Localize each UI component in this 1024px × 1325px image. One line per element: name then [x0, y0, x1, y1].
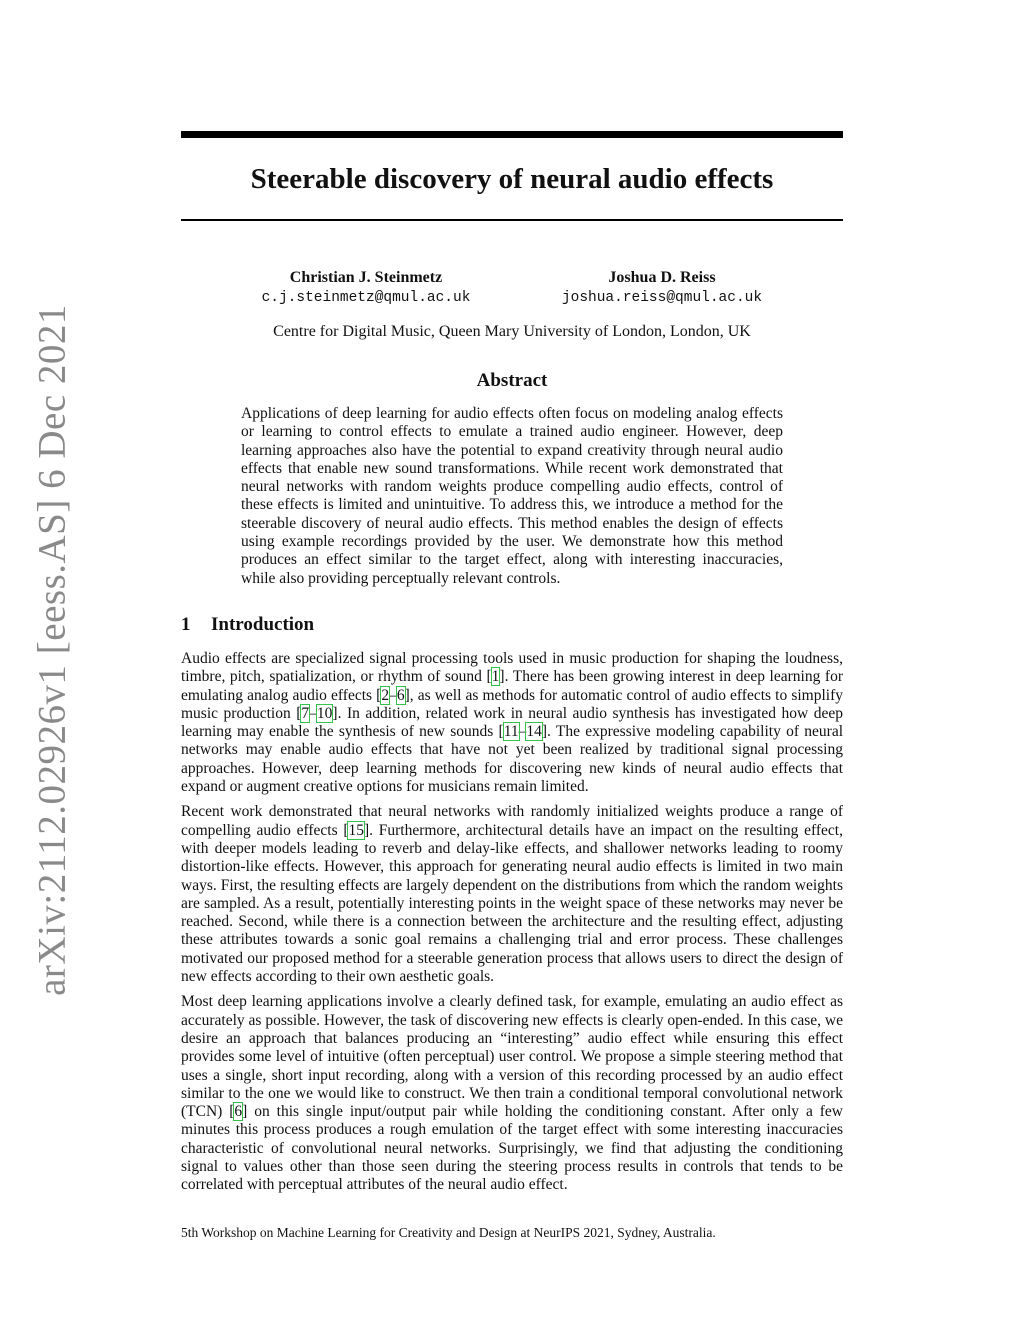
section-title: Introduction	[211, 614, 315, 635]
author-block	[226, 268, 506, 308]
citation-link[interactable]: 6	[396, 686, 405, 704]
citation-link[interactable]: 14	[526, 723, 542, 741]
section-heading	[181, 614, 314, 636]
citation-link[interactable]: 11	[503, 723, 519, 741]
text-run: ], as well as methods for automatic control of audio effects to simplify music production [	[181, 686, 843, 722]
paragraph	[181, 650, 843, 796]
introduction-body	[181, 650, 843, 1202]
paper-title: Steerable discovery of neural audio effects	[250, 163, 774, 195]
author-name: Joshua D. Reiss	[608, 269, 716, 286]
text-run: ]. Furthermore, architectural details have an impact on the resulting effect, with deeper models leading to reverb and delay-like effects, and shallower networks leading to roomy distortion-like effects. However, this approach for generating neural audio effects is limited in two main ways. First, the resulting effects are largely dependent on the distributions from which the random weights are sampled. As a result, potentially interesting points in the weight space of these networks may never be reached. Second, while there is a connection between the architecture and the resulting effect, adjusting these attributes towards a sonic goal remains a challenging trial and error process. These challenges motivated our proposed method for a steerable generation process that allows users to direct the design of new effects according to their own aesthetic goals.	[181, 821, 843, 986]
abstract-text: Applications of deep learning for audio effects often focus on modeling analog effects or learning to control effects to emulate a trained audio engineer. However, deep learning approaches also have the potential to expand creativity through neural audio effects that enable new sound transformations. While recent work demonstrated that neural networks with random weights produce compelling audio effects, control of these effects is limited and unintuitive. To address this, we introduce a method for the steerable discovery of neural audio effects. This method enables the design of effects using example recordings provided by the user. We demonstrate how this method produces an effect similar to the target effect, along with interesting inaccuracies, while also providing perceptually relevant controls.	[241, 405, 783, 587]
text-run: Recent work demonstrated that neural networks with randomly initialized weights produce a range of compelling audio effects [	[181, 803, 843, 839]
section-number: 1	[181, 614, 191, 635]
citation-link[interactable]: 7	[301, 704, 310, 722]
citation-link[interactable]: 15	[348, 821, 364, 839]
citation-range-dash: –	[389, 686, 397, 704]
text-run: ]. The expressive modeling capability of neural networks may enable audio effects that have not yet been realized by traditional signal processing approaches. However, deep learning methods for discovering new kinds of neural audio effects that expand or augment creative options for musicians remain limited.	[181, 723, 844, 796]
abstract-heading: Abstract	[476, 370, 548, 391]
title-bottom-rule	[181, 219, 843, 221]
citation-link[interactable]: 1	[491, 668, 500, 686]
author-email[interactable]: c.j.steinmetz@qmul.ac.uk	[261, 290, 471, 306]
text-run: ]. There has been growing interest in deep learning for emulating analog audio effects [	[181, 668, 843, 704]
citation-link[interactable]: 6	[234, 1103, 243, 1121]
title-top-rule	[181, 131, 843, 138]
paragraph	[181, 803, 843, 986]
citation-link[interactable]: 2	[381, 686, 390, 704]
citation-range-dash: –	[518, 723, 527, 741]
paragraph	[181, 993, 843, 1194]
citation-range-dash: –	[309, 704, 317, 722]
author-block	[522, 268, 802, 308]
text-run: Audio effects are specialized signal processing tools used in music production for shaping the loudness, timbre, pitch, spatialization, or rhythm of sound [	[181, 650, 843, 686]
text-run: ]. In addition, related work in neural audio synthesis has investigated how deep learning may enable the synthesis of new sounds [	[181, 704, 843, 741]
arxiv-identifier-stamp: arXiv:2112.02926v1 [eess.AS] 6 Dec 2021	[30, 304, 74, 996]
author-email[interactable]: joshua.reiss@qmul.ac.uk	[561, 290, 763, 306]
text-run: Most deep learning applications involve a clearly defined task, for example, emulating an audio effect as accurately as possible. However, the task of discovering new effects is clearly open-ended. In this case, we desire an approach that balances producing an “interesting” audio effect while ensuring this effect provides some level of intuitive (often perceptual) user control. We propose a simple steering method that uses a single, short input recording, along with a version of this recording processed by an audio effect similar to the one we would like to construct. We then train a conditional temporal convolutional network (TCN) [	[181, 993, 843, 1121]
venue-footnote: 5th Workshop on Machine Learning for Creativity and Design at NeurIPS 2021, Sydney, Australia.	[181, 1225, 716, 1240]
citation-link[interactable]: 10	[316, 704, 333, 722]
affiliation: Centre for Digital Music, Queen Mary University of London, London, UK	[273, 323, 751, 340]
text-run: ] on this single input/output pair while holding the conditioning constant. After only a few minutes this process produces a rough emulation of the target effect with some interesting inaccuracies characteristic of convolutional neural networks. Surprisingly, we find that adjusting the conditioning signal to values other than those seen during the steering process results in controls that tends to be correlated with perceptual attributes of the neural audio effect.	[181, 1103, 843, 1194]
author-name: Christian J. Steinmetz	[289, 269, 443, 286]
